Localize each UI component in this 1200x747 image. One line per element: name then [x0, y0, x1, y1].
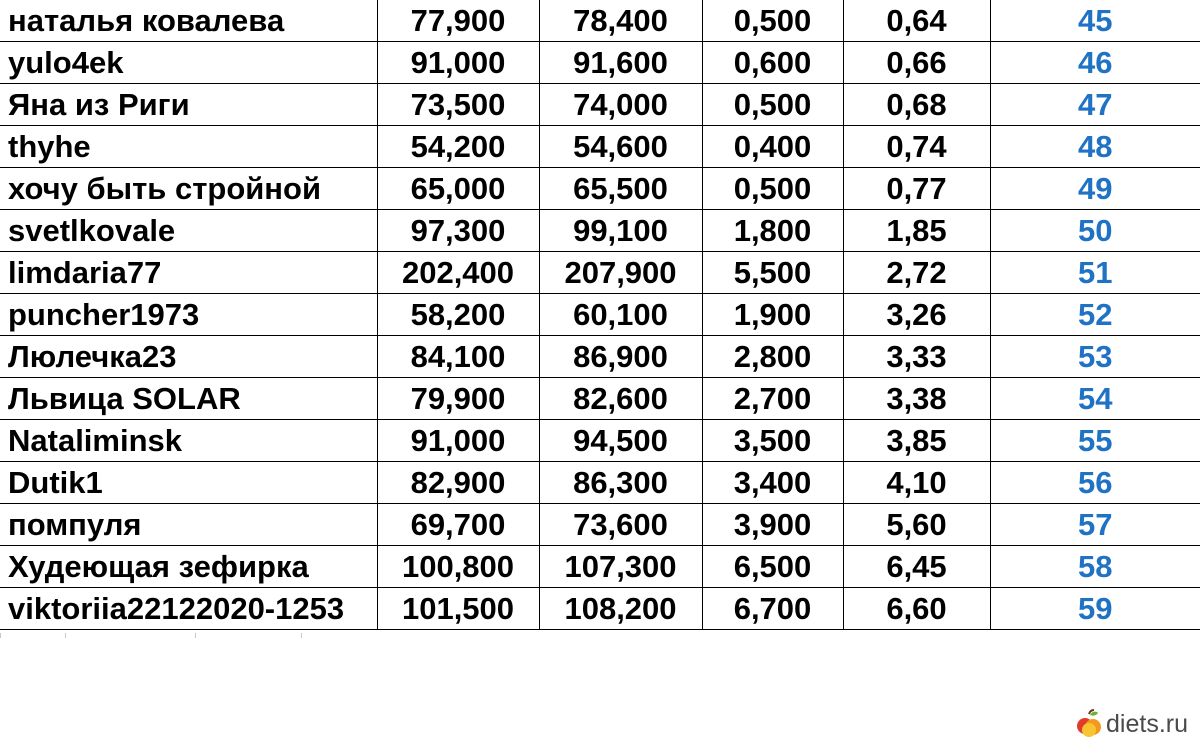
cell-value-2: 86,300	[539, 462, 702, 504]
diets-ru-watermark	[1076, 709, 1188, 739]
cell-rank: 58	[990, 546, 1200, 588]
table-row	[0, 504, 1200, 546]
cell-name: Львица SOLAR	[0, 378, 377, 420]
watermark-text: diets.ru	[1106, 709, 1188, 738]
table-row	[0, 294, 1200, 336]
table-row	[0, 0, 1200, 42]
cell-value-1: 65,000	[377, 168, 539, 210]
cell-value-4: 0,77	[843, 168, 990, 210]
cell-value-4: 3,85	[843, 420, 990, 462]
cell-rank: 59	[990, 588, 1200, 630]
cell-value-2: 207,900	[539, 252, 702, 294]
table-row	[0, 168, 1200, 210]
cell-name: limdaria77	[0, 252, 377, 294]
cell-value-3: 1,900	[702, 294, 843, 336]
cell-value-3: 0,400	[702, 126, 843, 168]
cell-value-1: 82,900	[377, 462, 539, 504]
cell-value-4: 0,66	[843, 42, 990, 84]
table-row	[0, 546, 1200, 588]
cell-value-1: 101,500	[377, 588, 539, 630]
cell-value-2: 54,600	[539, 126, 702, 168]
cell-value-4: 0,74	[843, 126, 990, 168]
cell-value-4: 3,33	[843, 336, 990, 378]
cell-name: svetlkovale	[0, 210, 377, 252]
cell-value-3: 3,400	[702, 462, 843, 504]
cell-name: Dutik1	[0, 462, 377, 504]
cell-value-2: 78,400	[539, 0, 702, 42]
table-row	[0, 252, 1200, 294]
empty-cell-stub	[195, 633, 302, 638]
cell-value-2: 65,500	[539, 168, 702, 210]
cell-value-4: 4,10	[843, 462, 990, 504]
cell-value-3: 2,700	[702, 378, 843, 420]
cell-rank: 52	[990, 294, 1200, 336]
cell-value-3: 0,500	[702, 84, 843, 126]
table-row	[0, 588, 1200, 630]
cell-name: Nataliminsk	[0, 420, 377, 462]
cell-value-4: 6,45	[843, 546, 990, 588]
cell-value-1: 54,200	[377, 126, 539, 168]
cell-rank: 50	[990, 210, 1200, 252]
cell-name: yulo4ek	[0, 42, 377, 84]
cell-rank: 46	[990, 42, 1200, 84]
cell-value-2: 74,000	[539, 84, 702, 126]
cell-value-3: 1,800	[702, 210, 843, 252]
cell-value-4: 0,68	[843, 84, 990, 126]
cell-name: Люлечка23	[0, 336, 377, 378]
cell-value-2: 82,600	[539, 378, 702, 420]
table-row	[0, 42, 1200, 84]
cell-value-1: 69,700	[377, 504, 539, 546]
cell-name: помпуля	[0, 504, 377, 546]
cell-value-1: 77,900	[377, 0, 539, 42]
cell-name: наталья ковалева	[0, 0, 377, 42]
cell-rank: 57	[990, 504, 1200, 546]
cell-value-2: 86,900	[539, 336, 702, 378]
cell-value-1: 100,800	[377, 546, 539, 588]
table-row	[0, 336, 1200, 378]
cell-value-3: 3,500	[702, 420, 843, 462]
cell-value-1: 73,500	[377, 84, 539, 126]
table-row	[0, 378, 1200, 420]
cell-value-2: 60,100	[539, 294, 702, 336]
cell-rank: 55	[990, 420, 1200, 462]
cell-value-1: 79,900	[377, 378, 539, 420]
cell-rank: 47	[990, 84, 1200, 126]
cell-value-4: 5,60	[843, 504, 990, 546]
cell-value-2: 99,100	[539, 210, 702, 252]
table-row	[0, 210, 1200, 252]
cell-value-3: 6,500	[702, 546, 843, 588]
cell-value-4: 1,85	[843, 210, 990, 252]
apple-icon	[1076, 709, 1102, 739]
cell-name: Яна из Риги	[0, 84, 377, 126]
cell-value-3: 6,700	[702, 588, 843, 630]
cell-value-1: 91,000	[377, 42, 539, 84]
cell-rank: 54	[990, 378, 1200, 420]
cell-value-4: 3,26	[843, 294, 990, 336]
cell-value-3: 0,500	[702, 168, 843, 210]
cell-name: Худеющая зефирка	[0, 546, 377, 588]
cell-rank: 51	[990, 252, 1200, 294]
cell-value-2: 108,200	[539, 588, 702, 630]
cell-value-3: 0,500	[702, 0, 843, 42]
cell-value-2: 107,300	[539, 546, 702, 588]
table-row	[0, 84, 1200, 126]
cell-rank: 53	[990, 336, 1200, 378]
cell-value-3: 3,900	[702, 504, 843, 546]
cell-rank: 56	[990, 462, 1200, 504]
cell-value-1: 91,000	[377, 420, 539, 462]
cell-rank: 48	[990, 126, 1200, 168]
cell-rank: 49	[990, 168, 1200, 210]
cell-value-1: 58,200	[377, 294, 539, 336]
cell-value-1: 84,100	[377, 336, 539, 378]
cell-value-3: 5,500	[702, 252, 843, 294]
table-row	[0, 420, 1200, 462]
cell-value-3: 0,600	[702, 42, 843, 84]
cell-value-2: 94,500	[539, 420, 702, 462]
table-row	[0, 462, 1200, 504]
cell-value-4: 6,60	[843, 588, 990, 630]
cell-value-4: 2,72	[843, 252, 990, 294]
empty-cell-stub	[0, 633, 66, 638]
cell-value-2: 73,600	[539, 504, 702, 546]
cell-value-1: 202,400	[377, 252, 539, 294]
cell-value-4: 0,64	[843, 0, 990, 42]
cell-value-1: 97,300	[377, 210, 539, 252]
cell-value-4: 3,38	[843, 378, 990, 420]
cell-value-2: 91,600	[539, 42, 702, 84]
cell-name: viktoriia22122020-1253	[0, 588, 377, 630]
cell-name: puncher1973	[0, 294, 377, 336]
table-row	[0, 126, 1200, 168]
cell-name: thyhe	[0, 126, 377, 168]
cell-name: хочу быть стройной	[0, 168, 377, 210]
cell-value-3: 2,800	[702, 336, 843, 378]
cell-rank: 45	[990, 0, 1200, 42]
